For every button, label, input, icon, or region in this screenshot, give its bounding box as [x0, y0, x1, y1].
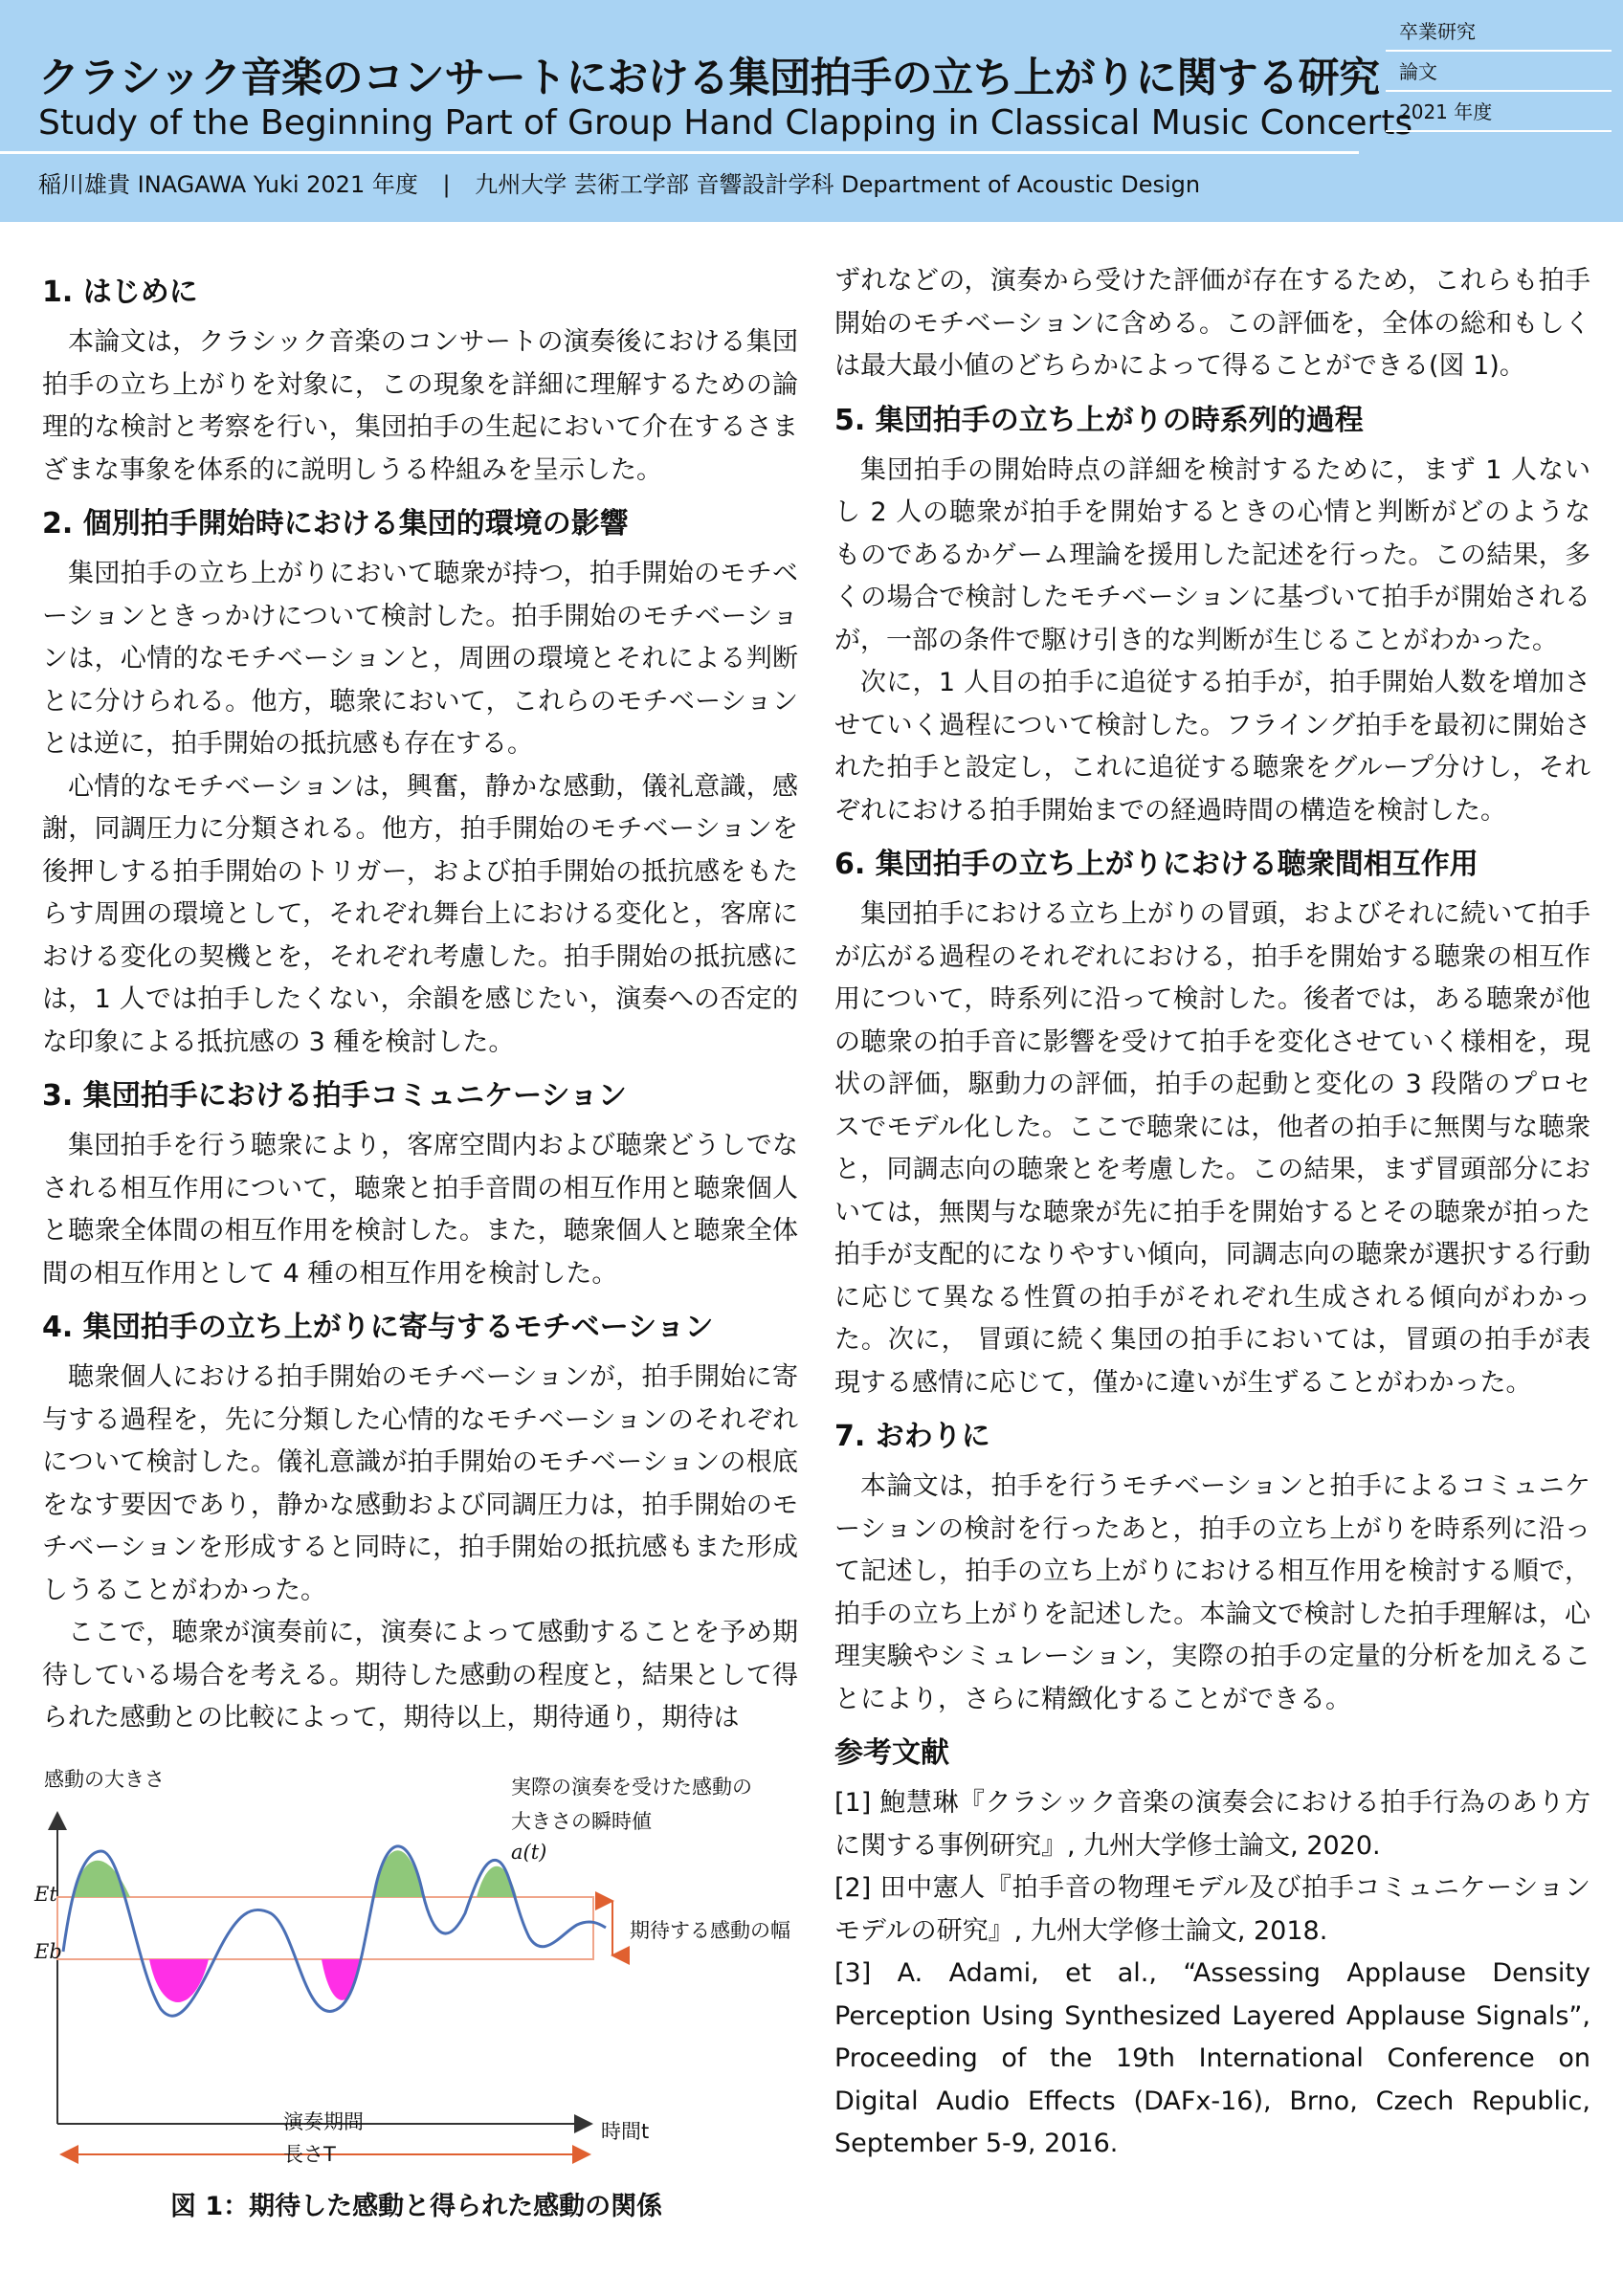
title-english: Study of the Beginning Part of Group Hand Clapping in Classical Music Concerts — [38, 103, 1413, 143]
reference-1: [1] 鮑慧琳『クラシック音楽の演奏会における拍手行為のあり方に関する事例研究』, 九州大学修士論文, 2020. — [834, 1788, 1590, 1861]
section-heading-5: 5. 集団拍手の立ち上がりの時系列的過程 — [834, 403, 1364, 437]
section-1-para: 本論文は，クラシック音楽のコンサートの演奏後における集団拍手の立ち上がりを対象に，この現象を詳細に理解するための論理的な検討と考察を行い，集団拍手の生起において介在するさまざまな事象を体系的に説明しうる枠組みを呈示した。 — [42, 327, 798, 485]
reference-2: [2] 田中憲人『拍手音の物理モデル及び拍手コミュニケーションモデルの研究』, 九州大学修士論文, 2018. — [834, 1873, 1590, 1946]
section-4-continued: ずれなどの，演奏から受けた評価が存在するため，これらも拍手開始のモチベーションに含める。この評価を，全体の総和もしくは最大最小値のどちらかによって得ることができる(図 1)。 — [834, 266, 1590, 381]
author-line — [38, 166, 1200, 199]
section-5-para-1: 集団拍手の開始時点の詳細を検討するために，まず 1 人ないし 2 人の聴衆が拍手を開始するときの心情と判断がどのようなものであるかゲーム理論を援用した記述を行った。この結果，多くの場合で検討したモチベーションに基づいて拍手が開始されるが，一部の条件で駆け引き的な判断が生じることがわかった。 — [834, 454, 1590, 655]
section-4-para-2: ここで，聴衆が演奏前に，演奏によって感動することを予め期待している場合を考える。期待した感動の程度と，結果として得られた感動との比較によって，期待以上，期待通り，期待は — [42, 1618, 798, 1733]
area-below-1 — [149, 1959, 209, 2002]
y-axis-label: 感動の大きさ — [44, 1768, 165, 1791]
band-label: 期待する感動の幅 — [630, 1919, 790, 1942]
title-japanese: クラシック音楽のコンサートにおける集団拍手の立ち上がりに関する研究 — [38, 55, 1380, 102]
tag-kind: 論文 — [1386, 57, 1612, 92]
section-6-para: 集団拍手における立ち上がりの冒頭，およびそれに続いて拍手が広がる過程のそれぞれにおける，拍手を開始する聴衆の相互作用について，時系列に沿って検討した。後者では，ある聴衆が他の聴衆の拍手音に影響を受けて拍手を変化させていく様相を，現状の評価，駆動力の評価，拍手の起動と変化の 3 段階のプロセスでモデル化した。ここで聴衆には，他者の拍手に無関与な聴衆と，同調志向の聴衆とを考慮した。この結果，まず冒頭部分においては，無関与な聴衆が先に拍手を開始するとその聴衆が拍った拍手が支配的になりやすい傾向，同調志向の聴衆が選択する行動に応じて異なる性質の拍手がそれぞれ生成される傾向がわかった。次に， 冒頭に続く集団の拍手においては，冒頭の拍手が表現する感情に応じて，僅かに違いが生ずることがわかった。 — [834, 899, 1590, 1398]
section-3-para: 集団拍手を行う聴衆により，客席空間内および聴衆どうしでなされる相互作用について，聴衆と拍手音間の相互作用と聴衆個人と聴衆全体間の相互作用を検討した。また，聴衆個人と聴衆全体間の相互作用として 4 種の相互作用を検討した。 — [42, 1131, 798, 1289]
area-above-2 — [373, 1850, 423, 1897]
figure-1 — [27, 1760, 802, 2219]
reference-3: [3] A. Adami, et al., “Assessing Applause Density Perception Using Synthesized Layered Applause Signals”, Proceeding of the 19th International Conference on Digital Audio Effects (DAFx-16), Brno, Czech Republic, September 5-9, 2016. — [834, 1958, 1590, 2158]
curve-label-2: 大きさの瞬時値 — [511, 1810, 652, 1833]
affiliation: 九州大学 芸術工学部 音響設計学科 Department of Acoustic Design — [475, 171, 1201, 198]
area-above-1 — [73, 1861, 130, 1897]
section-heading-2: 2. 個別拍手開始時における集団的環境の影響 — [42, 507, 629, 541]
section-heading-6: 6. 集団拍手の立ち上がりにおける聴衆間相互作用 — [834, 848, 1478, 881]
references-heading: 参考文献 — [834, 1736, 949, 1770]
et-label: Et — [34, 1883, 57, 1906]
section-5-para-2: 次に，1 人目の拍手に追従する拍手が，拍手開始人数を増加させていく過程について検討した。フライング拍手を最初に開始された拍手と設定し，これに追従する聴衆をグループ分けし，それぞれにおける拍手開始までの経過時間の構造を検討した。 — [834, 668, 1590, 826]
section-2-para-2: 心情的なモチベーションは，興奮，静かな感動，儀礼意識，感謝，同調圧力に分類される。他方，拍手開始のモチベーションを後押しする拍手開始のトリガー，および拍手開始の抵抗感をもたらす周囲の環境として，それぞれ舞台上における変化と，客席における変化の契機とを，それぞれ考慮した。拍手開始の抵抗感には，1 人では拍手したくない，余韻を感じたい，演奏への否定的な印象による抵抗感の 3 種を検討した。 — [42, 771, 798, 1057]
separator: | — [442, 171, 451, 198]
section-heading-1: 1. はじめに — [42, 276, 198, 309]
left-column — [42, 260, 798, 1740]
period-label: 演奏期間 — [283, 2110, 364, 2133]
x-axis-label: 時間t — [601, 2120, 650, 2143]
document-tags — [1386, 17, 1612, 138]
figure-1-caption: 図 1：期待した感動と得られた感動の関係 — [170, 2192, 663, 2221]
header-divider — [0, 151, 1359, 154]
section-7-para: 本論文は，拍手を行うモチベーションと拍手によるコミュニケーションの検討を行ったあと，拍手の立ち上がりを時系列に沿って記述し，拍手の立ち上がりにおける相互作用を検討する順で，拍手の立ち上がりを記述した。本論文で検討した拍手理解は，心理実験やシミュレーション，実際の拍手の定量的分析を加えることにより，さらに精緻化することができる。 — [834, 1471, 1590, 1714]
header-banner — [0, 0, 1623, 222]
length-label: 長さT — [283, 2143, 336, 2166]
section-heading-3: 3. 集団拍手における拍手コミュニケーション — [42, 1079, 627, 1113]
section-heading-7: 7. おわりに — [834, 1420, 990, 1453]
eb-label: Eb — [34, 1940, 62, 1963]
author-name-year: 稲川雄貴 INAGAWA Yuki 2021 年度 — [38, 171, 418, 198]
section-2-para-1: 集団拍手の立ち上がりにおいて聴衆が持つ，拍手開始のモチベーションときっかけについて検討した。拍手開始のモチベーションは，心情的なモチベーションと，周囲の環境とそれによる判断とに分けられる。他方，聴衆において，これらのモチベーションとは逆に，拍手開始の抵抗感も存在する。 — [42, 559, 798, 759]
tag-year: 2021 年度 — [1386, 98, 1612, 132]
section-4-para-1: 聴衆個人における拍手開始のモチベーションが，拍手開始に寄与する過程を，先に分類した心情的なモチベーションのそれぞれについて検討した。儀礼意識が拍手開始のモチベーションの根底をなす要因であり，静かな感動および同調圧力は，拍手開始のモチベーションを形成すると同時に，拍手開始の抵抗感もまた形成しうることがわかった。 — [42, 1362, 798, 1605]
tag-type: 卒業研究 — [1386, 17, 1612, 52]
curve-label-1: 実際の演奏を受けた感動の — [511, 1776, 752, 1799]
section-heading-4: 4. 集団拍手の立ち上がりに寄与するモチベーション — [42, 1311, 714, 1344]
figure-1-graph — [27, 1760, 802, 2181]
right-column — [834, 260, 1590, 2166]
curve-symbol: a(t) — [511, 1841, 547, 1864]
